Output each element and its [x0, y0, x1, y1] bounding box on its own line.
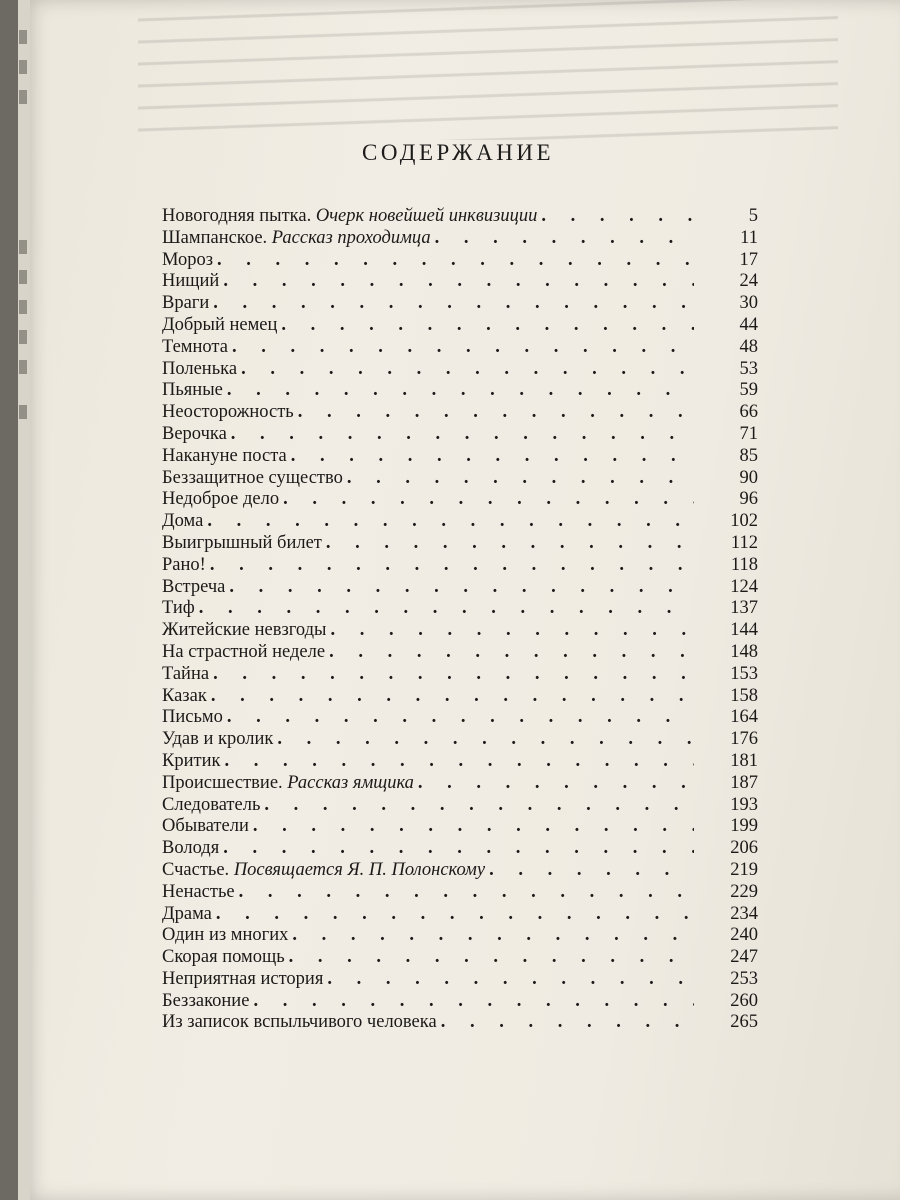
toc-entry-label	[162, 904, 212, 926]
toc-entry	[162, 359, 758, 381]
dot-leader	[213, 293, 694, 315]
adjacent-page-print	[19, 60, 27, 74]
toc-page-number: 181	[730, 750, 758, 771]
toc-entry-title: Удав и кролик	[162, 729, 274, 750]
toc-page-number: 229	[730, 881, 758, 902]
toc-entry	[162, 642, 758, 664]
toc-entry-title: Критик	[162, 750, 221, 771]
toc-entry-title: Житейские невзгоды	[162, 620, 327, 641]
toc-entry	[162, 860, 758, 882]
toc-page-number: 90	[739, 467, 758, 488]
toc-entry-label	[162, 577, 225, 599]
toc-entry-title: Следователь	[162, 794, 261, 815]
adjacent-page-print	[19, 405, 27, 419]
dot-leader	[207, 511, 694, 533]
table-of-contents	[162, 206, 758, 1034]
toc-entry	[162, 402, 758, 424]
adjacent-page-print	[19, 360, 27, 374]
toc-entry	[162, 729, 758, 751]
toc-entry-title: Недоброе дело	[162, 489, 280, 510]
toc-page-number: 66	[739, 402, 758, 423]
dot-leader	[239, 882, 694, 904]
book-page	[18, 0, 900, 1200]
toc-entry-title: Нищий	[162, 271, 220, 292]
toc-entry-title: Поленька	[162, 358, 238, 379]
dot-leader	[489, 860, 694, 882]
dot-leader	[223, 838, 694, 860]
toc-entry-label	[162, 359, 237, 381]
dot-leader	[216, 904, 694, 926]
dot-leader	[213, 664, 694, 686]
toc-page-number: 59	[739, 380, 758, 401]
toc-page-number: 144	[730, 620, 758, 641]
toc-entry	[162, 489, 758, 511]
toc-entry-title: Рано!	[162, 554, 206, 575]
adjacent-page-print	[19, 270, 27, 284]
dot-leader	[227, 707, 694, 729]
toc-entry	[162, 511, 758, 533]
toc-entry-label	[162, 533, 322, 555]
toc-entry-label	[162, 838, 219, 860]
toc-page-number: 199	[730, 816, 758, 837]
toc-page-number: 219	[730, 859, 758, 880]
toc-page-number: 71	[739, 423, 758, 444]
toc-entry-title: Верочка	[162, 423, 227, 444]
dot-leader	[224, 751, 694, 773]
dot-leader	[211, 686, 694, 708]
toc-entry-title: Шампанское.	[162, 227, 268, 248]
toc-entry	[162, 206, 758, 228]
toc-entry	[162, 620, 758, 642]
toc-entry-title: Счастье.	[162, 859, 230, 880]
toc-page-number: 5	[748, 206, 758, 226]
toc-entry-title: Обыватели	[162, 816, 249, 837]
dot-leader	[232, 337, 694, 359]
toc-page-number: 124	[730, 576, 758, 597]
dot-leader	[281, 315, 694, 337]
toc-entry-title: Пьяные	[162, 380, 223, 401]
dot-leader	[329, 642, 694, 664]
toc-entry	[162, 598, 758, 620]
toc-entry-subtitle: Очерк новейшей инквизиции	[315, 206, 538, 226]
toc-entry-title: Казак	[162, 685, 207, 706]
toc-entry	[162, 424, 758, 446]
toc-entry-title: На страстной неделе	[162, 641, 326, 662]
toc-entry-title: Беззащитное существо	[162, 467, 343, 488]
bleed-through-text	[138, 0, 838, 140]
toc-entry	[162, 925, 758, 947]
toc-entry	[162, 969, 758, 991]
toc-page-number: 85	[739, 445, 758, 466]
toc-entry	[162, 271, 758, 293]
toc-entry-title: Враги	[162, 293, 210, 314]
adjacent-page-print	[19, 30, 27, 44]
dot-leader	[418, 773, 694, 795]
toc-entry-label	[162, 882, 235, 904]
toc-entry-title: Письмо	[162, 707, 223, 728]
toc-entry	[162, 838, 758, 860]
toc-entry-label	[162, 424, 227, 446]
toc-entry	[162, 468, 758, 490]
toc-page-number: 158	[730, 685, 758, 706]
toc-entry-label	[162, 795, 260, 817]
toc-entry-label	[162, 925, 288, 947]
toc-entry-label	[162, 664, 209, 686]
toc-entry-title: Неприятная история	[162, 968, 324, 989]
toc-entry-title: Из записок вспыльчивого человека	[162, 1012, 437, 1033]
dot-leader	[330, 620, 694, 642]
toc-page-number: 112	[730, 532, 758, 553]
toc-page-number: 247	[730, 947, 758, 968]
toc-page-number: 137	[730, 598, 758, 619]
toc-entry-label	[162, 293, 209, 315]
toc-entry-label	[162, 969, 323, 991]
toc-entry-label	[162, 707, 223, 729]
toc-entry-title: Мороз	[162, 249, 214, 270]
toc-entry	[162, 795, 758, 817]
toc-entry-label	[162, 468, 343, 490]
toc-entry-label	[162, 729, 273, 751]
toc-entry	[162, 707, 758, 729]
toc-entry	[162, 773, 758, 795]
toc-page-number: 153	[730, 663, 758, 684]
toc-entry	[162, 293, 758, 315]
toc-entry-label	[162, 489, 279, 511]
toc-page-number: 30	[739, 293, 758, 314]
toc-entry-title: Добрый немец	[162, 314, 278, 335]
dot-leader	[326, 533, 694, 555]
toc-entry-label	[162, 402, 294, 424]
toc-entry-label	[162, 991, 249, 1013]
toc-entry-title: Ненастье	[162, 881, 235, 902]
adjacent-page-print	[19, 330, 27, 344]
toc-entry	[162, 446, 758, 468]
toc-entry-title: Происшествие.	[162, 772, 283, 793]
toc-entry-label	[162, 250, 213, 272]
dot-leader	[277, 729, 694, 751]
toc-entry-label	[162, 555, 206, 577]
toc-entry	[162, 1012, 758, 1034]
toc-entry-label	[162, 228, 431, 250]
dot-leader	[253, 816, 694, 838]
dot-leader	[217, 250, 694, 272]
toc-entry-label	[162, 620, 326, 642]
adjacent-page-edge	[18, 0, 30, 1200]
dot-leader	[298, 402, 694, 424]
toc-entry	[162, 947, 758, 969]
toc-entry	[162, 882, 758, 904]
toc-entry-label	[162, 315, 277, 337]
toc-entry-subtitle: Посвящается Я. П. Полонскому	[233, 859, 486, 880]
toc-entry-label	[162, 598, 195, 620]
dot-leader	[291, 446, 694, 468]
toc-entry	[162, 380, 758, 402]
toc-entry-label	[162, 773, 414, 795]
toc-entry-title: Один из многих	[162, 925, 289, 946]
dot-leader	[327, 969, 694, 991]
toc-entry-label	[162, 1012, 437, 1034]
toc-entry-label	[162, 642, 325, 664]
toc-page-number: 11	[740, 227, 758, 248]
toc-entry-subtitle: Рассказ проходимца	[271, 227, 431, 248]
toc-page-number: 102	[730, 511, 758, 532]
dot-leader	[441, 1012, 694, 1034]
adjacent-page-print	[19, 300, 27, 314]
toc-page-number: 240	[730, 925, 758, 946]
dot-leader	[264, 795, 694, 817]
toc-page-number: 260	[730, 990, 758, 1011]
toc-entry	[162, 315, 758, 337]
dot-leader	[223, 271, 694, 293]
toc-entry-title: Встреча	[162, 576, 226, 597]
toc-page-number: 164	[730, 707, 758, 728]
toc-entry-label	[162, 947, 285, 969]
dot-leader	[210, 555, 694, 577]
dot-leader	[541, 206, 694, 228]
toc-page-number: 206	[730, 838, 758, 859]
toc-page-number: 193	[730, 794, 758, 815]
dot-leader	[227, 380, 694, 402]
dot-leader	[253, 991, 694, 1013]
toc-page-number: 234	[730, 903, 758, 924]
toc-entry-title: Накануне поста	[162, 445, 287, 466]
toc-entry-title: Темнота	[162, 336, 228, 357]
toc-entry	[162, 337, 758, 359]
toc-entry-title: Тайна	[162, 663, 210, 684]
dot-leader	[283, 489, 694, 511]
toc-page-number: 118	[730, 554, 758, 575]
toc-entry-subtitle: Рассказ ямщика	[287, 772, 414, 793]
toc-page-number: 24	[739, 271, 758, 292]
dot-leader	[231, 424, 694, 446]
dot-leader	[347, 468, 694, 490]
toc-page-number: 44	[739, 314, 758, 335]
toc-entry-title: Неосторожность	[162, 402, 294, 423]
toc-entry-label	[162, 446, 287, 468]
toc-entry-title: Скорая помощь	[162, 947, 285, 968]
toc-page-number: 96	[739, 489, 758, 510]
dot-leader	[435, 228, 694, 250]
toc-entry	[162, 751, 758, 773]
toc-entry-label	[162, 860, 485, 882]
toc-entry-title: Дома	[162, 511, 204, 532]
toc-entry-title: Драма	[162, 903, 212, 924]
toc-entry	[162, 686, 758, 708]
toc-entry-label	[162, 380, 223, 402]
toc-entry-label	[162, 271, 219, 293]
toc-entry-label	[162, 816, 249, 838]
page-title: СОДЕРЖАНИЕ	[361, 140, 554, 165]
toc-entry-title: Володя	[162, 838, 220, 859]
toc-entry-label	[162, 686, 207, 708]
toc-page-number: 176	[730, 729, 758, 750]
toc-entry	[162, 904, 758, 926]
toc-page-number: 265	[730, 1012, 758, 1033]
dot-leader	[289, 947, 694, 969]
toc-page-number: 17	[739, 249, 758, 270]
dot-leader	[199, 598, 694, 620]
toc-entry-label	[162, 337, 228, 359]
adjacent-page-print	[19, 240, 27, 254]
toc-page-number: 148	[730, 641, 758, 662]
toc-page-number: 53	[739, 358, 758, 379]
toc-entry-title: Выигрышный билет	[162, 532, 322, 553]
dot-leader	[292, 925, 694, 947]
dot-leader	[241, 359, 694, 381]
toc-entry	[162, 250, 758, 272]
toc-entry-title: Беззаконие	[162, 990, 250, 1011]
toc-entry-title: Тиф	[162, 598, 195, 619]
adjacent-page-print	[19, 90, 27, 104]
toc-page-number: 48	[739, 336, 758, 357]
toc-page-number: 187	[730, 772, 758, 793]
toc-entry	[162, 228, 758, 250]
toc-entry-title: Новогодняя пытка.	[162, 206, 312, 226]
toc-entry-label	[162, 751, 220, 773]
toc-entry	[162, 816, 758, 838]
toc-entry	[162, 664, 758, 686]
dot-leader	[229, 577, 694, 599]
toc-entry	[162, 533, 758, 555]
toc-entry	[162, 577, 758, 599]
toc-entry	[162, 991, 758, 1013]
toc-entry-label	[162, 206, 537, 228]
toc-entry	[162, 555, 758, 577]
toc-entry-label	[162, 511, 203, 533]
toc-page-number: 253	[730, 968, 758, 989]
